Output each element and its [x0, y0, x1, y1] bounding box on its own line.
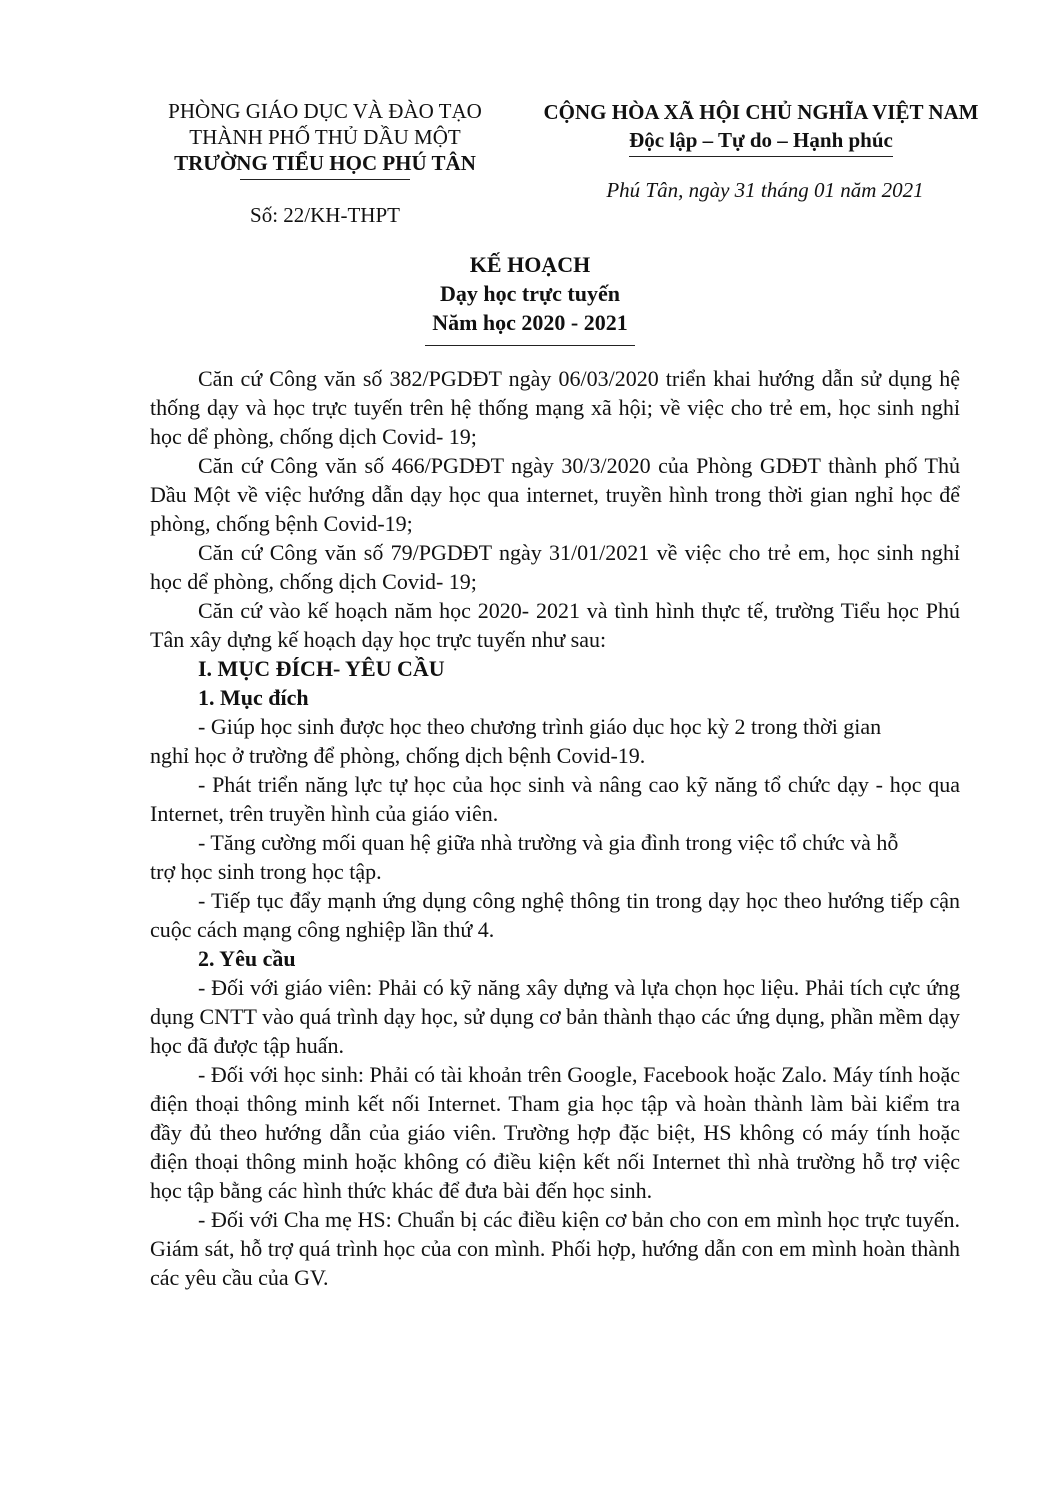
issuing-authority-block	[140, 98, 510, 228]
document-type: KẾ HOẠCH	[469, 252, 591, 277]
document-title-block	[230, 250, 830, 346]
document-body	[150, 364, 960, 1292]
school-year: Năm học 2020 - 2021	[432, 310, 628, 335]
document-subject: Dạy học trực tuyến	[439, 281, 620, 306]
school-name: TRƯỜNG TIỂU HỌC PHÚ TÂN	[174, 151, 476, 175]
requirement-teachers: - Đối với giáo viên: Phải có kỹ năng xây dựng và lựa chọn học liệu. Phải tích cực ứng dụng CNTT vào quá trình dạy học, sử dụng cơ bản thành thạo các ứng dụng, phần mềm dạy học đã được tập huấn.	[150, 975, 960, 1058]
subsection-heading-purpose: 1. Mục đích	[198, 685, 309, 710]
basis-paragraph-1: Căn cứ Công văn số 382/PGDĐT ngày 06/03/2020 triển khai hướng dẫn sử dụng hệ thống dạy và học trực tuyến trên hệ thống mạng xã hội; về việc cho trẻ em, học sinh nghỉ học dể phòng, chống dịch Covid- 19;	[150, 366, 960, 449]
national-header-block	[516, 98, 1006, 157]
document-number: Số: 22/KH-THPT	[250, 203, 400, 227]
authority-line-1: PHÒNG GIÁO DỤC VÀ ĐÀO TẠO	[168, 99, 482, 123]
purpose-item-3: - Tăng cường mối quan hệ giữa nhà trường và gia đình trong việc tổ chức và hỗ	[198, 830, 899, 855]
purpose-item-1-continued: nghỉ học ở trường để phòng, chống dịch bệnh Covid-19.	[150, 743, 646, 768]
basis-paragraph-2: Căn cứ Công văn số 466/PGDĐT ngày 30/3/2020 của Phòng GDĐT thành phố Thủ Dầu Một về việc hướng dẫn dạy học qua internet, truyền hình trong thời gian nghỉ học để phòng, chống bệnh Covid-19;	[150, 453, 960, 536]
date-line: Phú Tân, ngày 31 tháng 01 năm 2021	[606, 178, 924, 202]
purpose-item-1: - Giúp học sinh được học theo chương trình giáo dục học kỳ 2 trong thời gian	[198, 714, 882, 739]
requirement-parents: - Đối với Cha mẹ HS: Chuẩn bị các điều kiện cơ bản cho con em mình học trực tuyến. Giám sát, hỗ trợ quá trình học của con mình. Phối hợp, hướng dẫn con em mình hoàn thành các yêu cầu của GV.	[150, 1207, 960, 1290]
section-heading-1: I. MỤC ĐÍCH- YÊU CẦU	[198, 656, 445, 681]
purpose-item-4: - Tiếp tục đẩy mạnh ứng dụng công nghệ thông tin trong dạy học theo hướng tiếp cận cuộc cách mạng công nghiệp lần thứ 4.	[150, 888, 960, 942]
basis-paragraph-4: Căn cứ vào kế hoạch năm học 2020- 2021 và tình hình thực tế, trường Tiểu học Phú Tân xây dựng kế hoạch dạy học trực tuyến như sau:	[150, 598, 960, 652]
title-underline	[425, 345, 635, 346]
basis-paragraph-3: Căn cứ Công văn số 79/PGDĐT ngày 31/01/2021 về việc cho trẻ em, học sinh nghỉ học dể phòng, chống dịch Covid- 19;	[150, 540, 960, 594]
school-name-underline	[240, 179, 410, 180]
purpose-item-3-continued: trợ học sinh trong học tập.	[150, 859, 382, 884]
purpose-item-2: - Phát triển năng lực tự học của học sinh và nâng cao kỹ năng tổ chức dạy - học qua Internet, trên truyền hình của giáo viên.	[150, 772, 960, 826]
national-motto: Độc lập – Tự do – Hạnh phúc	[629, 126, 893, 157]
subsection-heading-requirements: 2. Yêu cầu	[198, 946, 296, 971]
authority-line-2: THÀNH PHỐ THỦ DẦU MỘT	[189, 125, 461, 149]
requirement-students: - Đối với học sinh: Phải có tài khoản trên Google, Facebook hoặc Zalo. Máy tính hoặc điện thoại thông minh kết nối Internet. Tham gia học tập và hoàn thành làm bài kiểm tra đầy đủ theo hướng dẫn của giáo viên. Trường hợp đặc biệt, HS không có máy tính hoặc điện thoại thông minh hoặc không có điều kiện kết nối Internet thì nhà trường hỗ trợ việc học tập bằng các hình thức khác để đưa bài đến học sinh.	[150, 1062, 960, 1203]
national-title: CỘNG HÒA XÃ HỘI CHỦ NGHĨA VIỆT NAM	[543, 100, 979, 124]
